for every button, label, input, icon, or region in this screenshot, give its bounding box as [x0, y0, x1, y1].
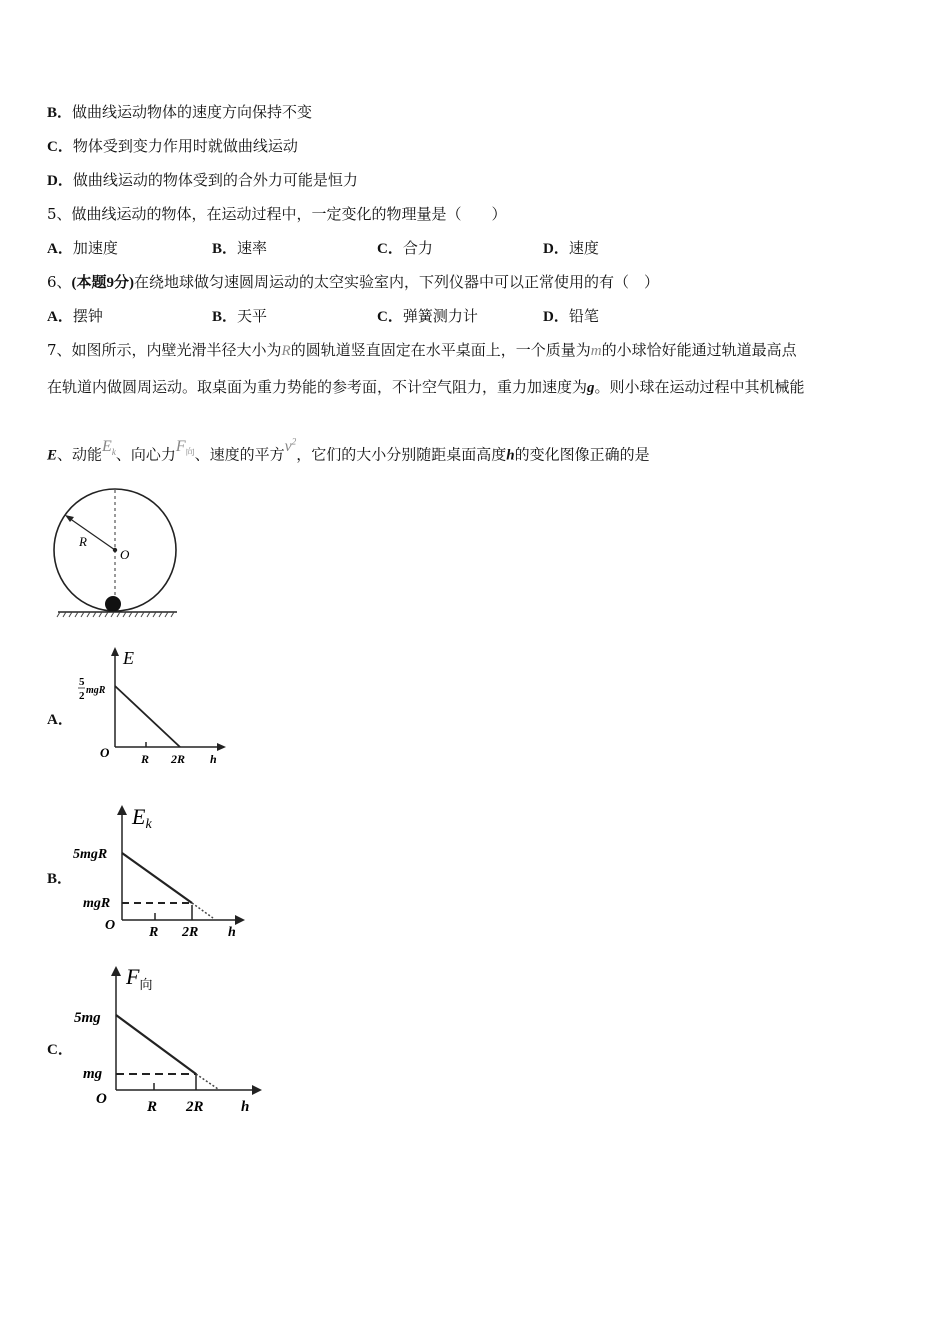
- graph-a-y-tick-num: 5: [79, 676, 85, 688]
- q5-option-c-letter: C．: [377, 241, 403, 257]
- graph-c-x-tick-R: R: [147, 1099, 158, 1115]
- graph-a-line: [115, 686, 180, 747]
- q7-l3-a: 、动能: [57, 445, 103, 464]
- q6-option-d: [543, 306, 599, 327]
- graph-c-x-arrow: [252, 1085, 262, 1095]
- q7-symbol-v-sup: 2: [291, 437, 297, 447]
- option-b-line: [47, 102, 312, 123]
- q5-option-a-letter: A．: [47, 241, 73, 257]
- graph-a-y-tick-unit: mgR: [86, 685, 106, 696]
- ball: [105, 596, 121, 612]
- q5-option-b-letter: B．: [212, 241, 238, 257]
- graph-c-option-label: C．: [47, 1042, 73, 1058]
- graph-c-y-label-main: F: [126, 964, 140, 989]
- graph-b-y-arrow: [117, 805, 127, 815]
- graph-c-line-extension: [196, 1074, 218, 1089]
- q5-option-d: [543, 238, 599, 259]
- graph-c-x-tick-2R: 2R: [186, 1099, 204, 1115]
- graph-b-origin: O: [105, 918, 116, 933]
- q7-symbol-v: [285, 438, 297, 455]
- question-7-line-2: [47, 377, 805, 398]
- graph-a-y-tick-den: 2: [79, 690, 85, 702]
- graph-c-origin: O: [96, 1091, 107, 1107]
- option-b-letter: B．: [47, 105, 73, 121]
- graph-b-y-label-sub: k: [145, 817, 152, 832]
- question-7-line-3: [47, 437, 650, 471]
- q6-option-c-text: 弹簧测力计: [402, 307, 478, 325]
- graph-c-y-label-sub: 向: [139, 977, 153, 992]
- graph-b-y-tick-5mgR: 5mgR: [73, 847, 108, 862]
- graph-c-y-label: [125, 964, 152, 992]
- q6-prefix: 6、: [47, 273, 72, 291]
- q5-option-c-text: 合力: [402, 239, 433, 257]
- q6-option-d-letter: D．: [543, 309, 569, 325]
- graph-b-x-arrow: [235, 915, 245, 925]
- q6-option-a: [47, 306, 103, 327]
- graph-a-x-tick-R: R: [141, 752, 150, 766]
- q7-symbol-F-main: F: [175, 438, 186, 456]
- graph-a-y-label: E: [123, 648, 134, 668]
- graph-b-option-label: B．: [47, 871, 73, 887]
- option-d-letter: D．: [47, 173, 73, 189]
- q7-symbol-Ek: [102, 438, 116, 458]
- graph-b-x-tick-2R: 2R: [182, 925, 199, 940]
- graph-b-y-label: [131, 804, 152, 832]
- graph-a-x-arrow: [217, 743, 226, 751]
- graph-a-origin: O: [100, 745, 110, 760]
- q7-symbol-R: R: [281, 343, 291, 359]
- graph-b-x-label: h: [228, 925, 236, 940]
- q6-option-b-text: 天平: [237, 307, 268, 325]
- graph-b-line: [122, 853, 192, 903]
- option-c-line: [47, 136, 298, 157]
- q7-l2-a: 在轨道内做圆周运动。取桌面为重力势能的参考面，不计空气阻力，重力加速度为: [47, 378, 588, 396]
- graph-b-y-label-main: E: [132, 804, 146, 829]
- q5-option-c: [377, 238, 433, 259]
- graph-c-y-arrow: [111, 966, 121, 976]
- q6-option-a-letter: A．: [47, 309, 73, 325]
- graph-a-x-tick-2R: 2R: [171, 752, 186, 766]
- q7-l3-d: ，它们的大小分别随距桌面高度: [296, 445, 507, 464]
- graph-c-x-label: h: [241, 1099, 250, 1115]
- graph-a-x-label: h: [210, 752, 217, 766]
- q7-l3-e: 的变化图像正确的是: [514, 445, 650, 464]
- q7-symbol-m: m: [590, 343, 602, 359]
- q7-l3-c: 、速度的平方: [194, 445, 285, 464]
- question-7-line-1: [47, 340, 797, 361]
- q7-symbol-h: h: [506, 447, 515, 464]
- q7-symbol-Ek-sub: k: [111, 447, 116, 458]
- option-d-text: 做曲线运动的物体受到的合外力可能是恒力: [72, 171, 358, 189]
- q7-symbol-E: E: [47, 447, 58, 464]
- center-label: O: [120, 547, 130, 562]
- q7-symbol-F-sub: 向: [185, 447, 195, 458]
- q7-l1-a: 7、如图所示，内壁光滑半径大小为: [47, 341, 282, 359]
- graph-c-y-tick-5mg: 5mg: [74, 1010, 101, 1026]
- option-c-text: 物体受到变力作用时就做曲线运动: [72, 137, 298, 155]
- q6-option-a-text: 摆钟: [72, 307, 103, 325]
- q6-points: (本题9分): [71, 275, 135, 291]
- option-d-line: [47, 170, 358, 191]
- q7-symbol-g: g: [587, 380, 595, 396]
- graph-b-x-tick-R: R: [149, 925, 159, 940]
- q5-option-a: [47, 238, 118, 259]
- q5-option-b-text: 速率: [237, 239, 268, 257]
- q5-option-d-letter: D．: [543, 241, 569, 257]
- q6-option-c-letter: C．: [377, 309, 403, 325]
- graph-c-line: [116, 1015, 196, 1074]
- option-c-letter: C．: [47, 139, 73, 155]
- q6-option-b-letter: B．: [212, 309, 238, 325]
- radius-line: [69, 518, 115, 550]
- radius-label: R: [79, 534, 87, 549]
- q6-option-c: [377, 306, 478, 327]
- q6-text: 在绕地球做匀速圆周运动的太空实验室内，下列仪器中可以正常使用的有（ ）: [134, 273, 660, 291]
- q5-option-d-text: 速度: [568, 239, 599, 257]
- q5-option-b: [212, 238, 267, 259]
- option-b-text: 做曲线运动物体的速度方向保持不变: [72, 103, 313, 121]
- graph-b: [70, 800, 250, 940]
- graph-c: [70, 960, 270, 1120]
- q7-l3-b: 、向心力: [115, 445, 176, 464]
- q7-symbol-Ek-main: E: [102, 438, 112, 456]
- question-5-stem: 5、做曲线运动的物体，在运动过程中，一定变化的物理量是（ ）: [47, 205, 507, 223]
- graph-b-line-extension: [192, 903, 213, 918]
- q6-option-d-text: 铅笔: [568, 307, 599, 325]
- q5-option-a-text: 加速度: [72, 239, 118, 257]
- q6-option-b: [212, 306, 267, 327]
- q7-l1-c: 的小球恰好能通过轨道最高点: [601, 341, 797, 359]
- graph-b-y-tick-mgR: mgR: [83, 896, 111, 911]
- graph-c-y-tick-mg: mg: [83, 1066, 103, 1082]
- graph-a-y-arrow: [111, 647, 119, 656]
- q7-l2-b: 。则小球在运动过程中其机械能: [594, 378, 805, 396]
- q7-symbol-F: [175, 438, 195, 458]
- center-dot: [113, 548, 117, 552]
- circular-track-figure: [50, 482, 185, 622]
- q7-symbol-v-main: v: [284, 438, 292, 456]
- q7-l1-b: 的圆轨道竖直固定在水平桌面上，一个质量为: [290, 341, 591, 359]
- graph-a-option-label: A．: [47, 712, 73, 728]
- question-6-stem: [47, 272, 659, 293]
- graph-a: [70, 645, 230, 770]
